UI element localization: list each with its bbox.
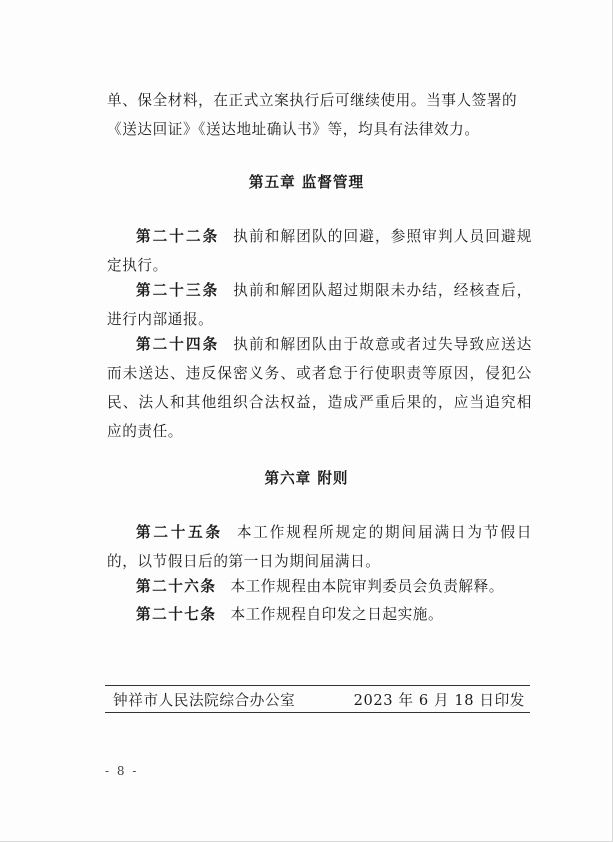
article-text: 本工作规程自印发之日起实施。 [230, 606, 444, 623]
article-24 [107, 330, 532, 446]
article-25 [107, 518, 532, 576]
article-26 [107, 572, 532, 601]
chapter-5-title: 第五章 监督管理 [248, 174, 365, 191]
continuation-line-1: 单、保全材料，在正式立案执行后可继续使用。当事人签署的 [107, 92, 518, 109]
article-22 [107, 222, 532, 280]
article-27 [107, 600, 532, 629]
continuation-paragraph [107, 86, 532, 144]
article-number: 第二十六条 [136, 578, 217, 595]
article-text: 执前和解团队的回避，参照审判人员回避规定执行。 [107, 228, 532, 274]
article-text: 执前和解团队超过期限未办结，经核查后，进行内部通报。 [107, 282, 532, 328]
article-number: 第二十七条 [136, 606, 217, 623]
footer-top-rule [105, 685, 530, 686]
article-23 [107, 276, 532, 334]
issuer-name: 钟祥市人民法院综合办公室 [113, 692, 296, 709]
article-text: 本工作规程由本院审判委员会负责解释。 [230, 578, 504, 595]
footer-bottom-rule [105, 712, 530, 713]
article-number: 第二十三条 [136, 282, 220, 299]
chapter-6-title: 第六章 附则 [264, 470, 349, 487]
article-text: 本工作规程所规定的期间届满日为节假日的，以节假日后的第一日为期间届满日。 [107, 524, 532, 570]
article-number: 第二十五条 [136, 524, 223, 541]
issue-date: 2023 年 6 月 18 日印发 [353, 692, 525, 709]
article-number: 第二十四条 [136, 336, 220, 353]
continuation-line-2: 《送达回证》《送达地址确认书》等，均具有法律效力。 [107, 121, 480, 138]
issuance-footer [113, 689, 525, 710]
article-number: 第二十二条 [136, 228, 220, 245]
page-number: - 8 - [105, 764, 139, 778]
article-text: 执前和解团队由于故意或者过失导致应送达而未送达、违反保密义务、或者怠于行使职责等原因，侵犯公民、法人和其他组织合法权益，造成严重后果的，应当追究相应的责任。 [107, 336, 532, 440]
